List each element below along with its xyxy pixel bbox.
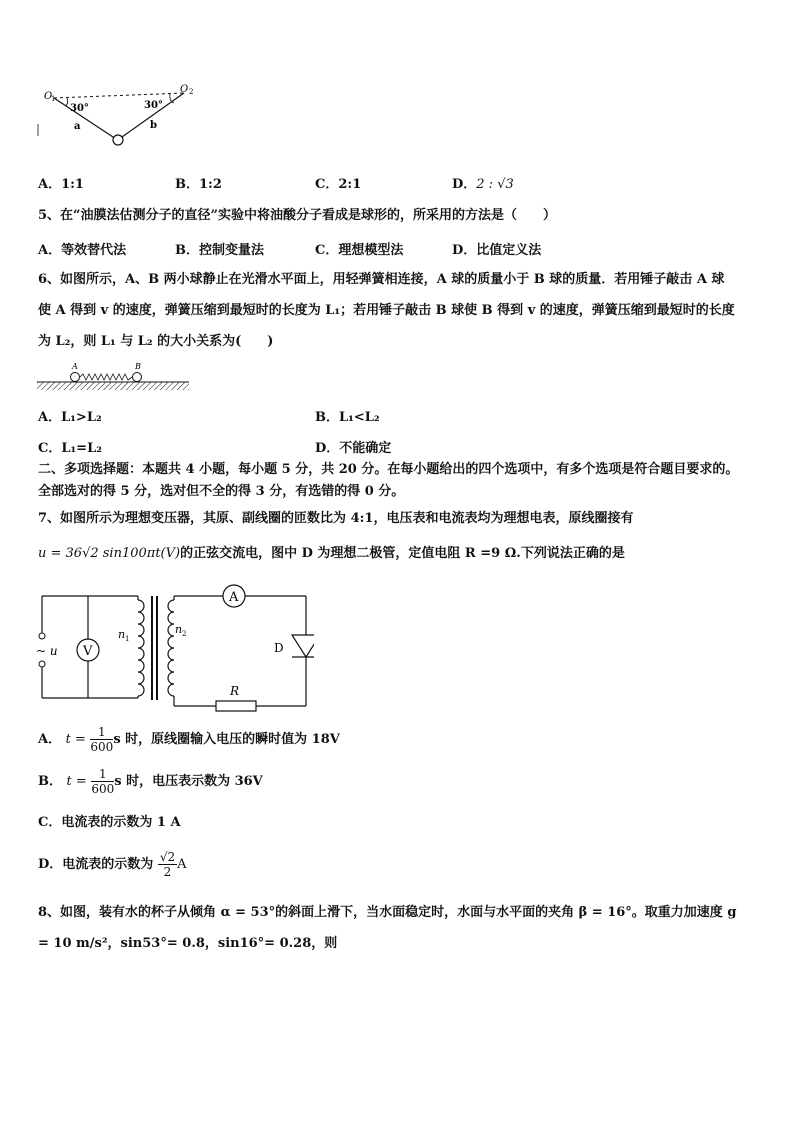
n2-sub: 2 [182,630,187,638]
q7-line1: 7、如图所示为理想变压器，其原、副线圈的匝数比为 4:1，电压表和电流表均为理想电表，原线圈接有 [38,511,634,526]
q6-line2: 使 A 得到 v 的速度，弹簧压缩到最短时的长度为 L₁；若用锤子敲击 B 球使 B 得到 v 的速度，弹簧压缩到最短时的长度 [38,303,735,318]
q8-line1: 8、如图，装有水的杯子从倾角 α = 53°的斜面上滑下，当水面稳定时，水面与水平面的夹角 β = 16°。取重力加速度 g [38,905,737,920]
q7-option-d-fraction [158,850,177,879]
q7-line2 [38,545,625,563]
q7-option-d-unit: A [177,857,187,872]
q7-option-a-rest: s 时，原线圈输入电压的瞬时值为 18V [113,732,340,747]
angle-right-label: 30° [144,100,163,111]
diode-label: D [274,641,284,655]
q5-option-a: A．等效替代法 [38,243,127,258]
q6-option-b: B．L₁<L₂ [315,410,380,425]
voltmeter-label: V [83,644,93,659]
q7-option-b-den: 600 [91,782,115,796]
q7-option-d-den: 2 [163,865,172,879]
q4-option-d-prefix: D． [452,177,477,192]
q4-option-b: B．1:2 [175,177,222,192]
rope-a-label: a [74,121,81,132]
q6-option-a: A．L₁>L₂ [38,410,102,425]
q7-formula: u = 36√2 sin100πt(V) [38,546,181,561]
section2-line1: 二、多项选择题：本题共 4 小题，每小题 5 分，共 20 分。在每小题给出的四个选项中，有多个选项是符合题目要求的。 [38,462,739,477]
q6-option-c: C．L₁=L₂ [38,441,102,456]
q7-option-a-t: t = [65,732,86,747]
q7-option-b [38,764,263,800]
transformer-circuit-figure [34,578,314,718]
source-label: ~ u [36,644,58,658]
q8-line2: = 10 m/s²，sin53°= 0.8，sin16°= 0.28，则 [38,936,338,951]
q7-option-a-num: 1 [90,725,113,740]
o1-label: O [44,91,53,102]
q7-line2-rest: 的正弦交流电，图中 D 为理想二极管，定值电阻 R =9 Ω.下列说法正确的是 [180,546,625,561]
q7-option-a-fraction [90,725,113,754]
q6-line1: 6、如图所示，A、B 两小球静止在光滑水平面上，用轻弹簧相连接，A 球的质量小于 B 球的质量．若用锤子敲击 A 球 [38,272,725,287]
q7-option-a-den: 600 [90,740,114,754]
n2-label: n [175,623,183,636]
q7-option-a-prefix: A． [38,732,62,747]
ball-b-label: B [135,362,141,371]
q7-option-b-fraction [91,767,114,796]
q7-option-c: C．电流表的示数为 1 A [38,815,181,830]
q7-option-d [38,847,186,883]
angle-left-label: 30° [70,103,89,114]
q4-option-c: C．2:1 [315,177,362,192]
q7-option-b-num: 1 [91,767,114,782]
n1-label: n [118,628,126,641]
q5-option-d: D．比值定义法 [452,243,542,258]
ball-a-label: A [72,362,78,371]
ammeter-label: A [229,590,239,605]
section2-line2: 全部选对的得 5 分，选对但不全的得 3 分，有选错的得 0 分。 [38,484,405,499]
q7-option-d-num: √2 [159,850,176,864]
o2-sub: 2 [189,88,194,96]
o1-sub: 1 [51,95,56,103]
q4-option-a: A．1:1 [38,177,84,192]
resistor-label: R [230,684,240,698]
q7-option-b-t: t = [66,774,87,789]
q4-option-d [452,173,514,192]
q5-option-b: B．控制变量法 [175,243,264,258]
q5-option-c: C．理想模型法 [315,243,404,258]
q6-option-d: D．不能确定 [315,441,392,456]
o2-label: O [180,84,189,95]
angle-rope-figure [34,84,204,150]
q7-option-a [38,722,340,758]
q7-option-b-rest: s 时，电压表示数为 36V [114,774,263,789]
rope-b-label: b [150,120,157,131]
q7-option-b-prefix: B． [38,774,62,789]
q4-option-d-math: 2 : √3 [476,177,514,192]
spring-balls-figure [37,360,192,392]
n1-sub: 1 [125,635,130,643]
q6-line3: 为 L₂，则 L₁ 与 L₂ 的大小关系为( ) [38,334,274,349]
q7-option-d-prefix: D．电流表的示数为 [38,857,154,872]
q5-stem: 5、在“油膜法估测分子的直径”实验中将油酸分子看成是球形的，所采用的方法是（ ） [38,208,557,223]
